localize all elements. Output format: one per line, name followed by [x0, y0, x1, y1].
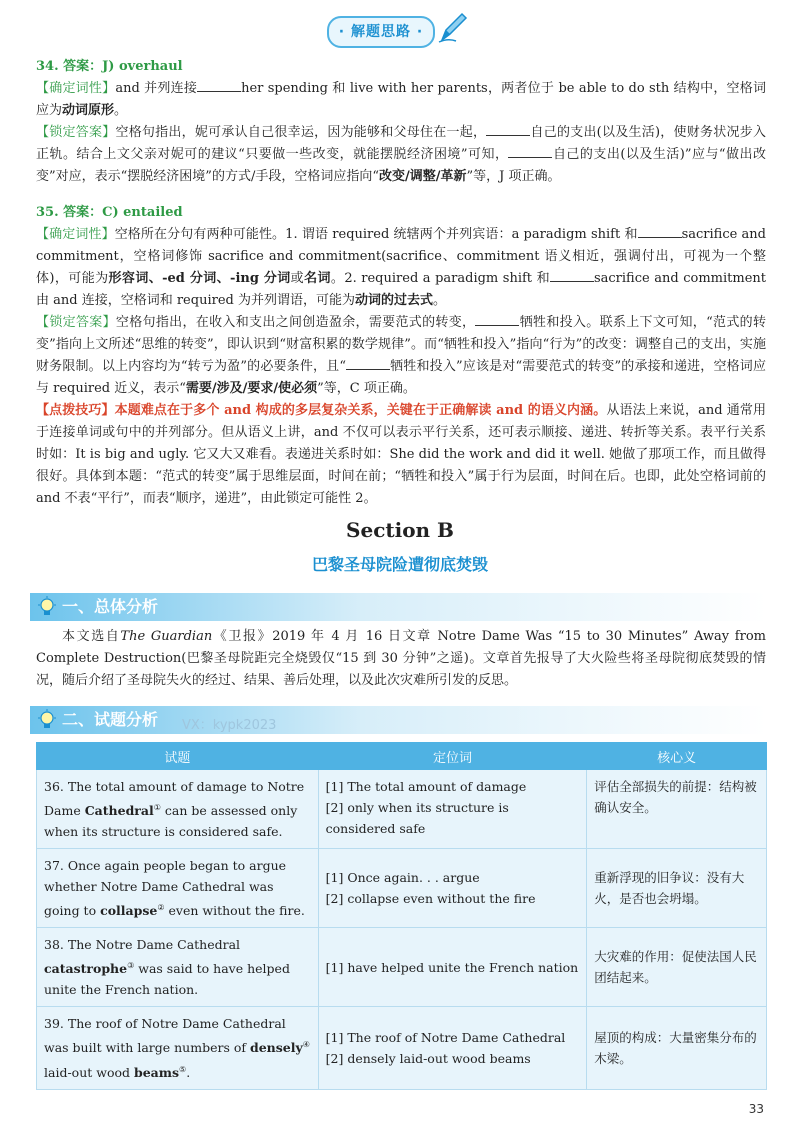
- text: sacrifice and commitment，空格词修饰 sacrifice and commitment(sacrifice、commitment 语义相近，强调付出，可视为一个整体)，可能为: [36, 227, 766, 286]
- tag-pos: 【确定词性】: [36, 81, 116, 96]
- text: 牺牲和投入。联系上下文可知，“范式的转变”指向上文所述“思维的转变”，即认识到“财富积累的数学规律”。而“牺牲和投入”指向“行为”的改变：调整自己的支出，实施财务限制。以上内容均为“转亏为盈”的必要条件，且“: [36, 315, 766, 374]
- answer-35-lock: [36, 312, 766, 400]
- core-cell: 评估全部损失的前提：结构被确认安全。: [587, 770, 767, 849]
- text: ”等，C 项正确。: [317, 381, 416, 396]
- question-cell: [37, 770, 319, 849]
- bold-text: 需要/涉及/要求/使必须: [185, 381, 318, 396]
- blank-line: [475, 313, 519, 326]
- section-title: Section B: [346, 518, 454, 542]
- text: 。: [114, 103, 128, 118]
- text: 空格句指出，妮可承认自己很幸运，因为能够和父母住在一起，: [115, 125, 487, 140]
- question-cell: [37, 1007, 319, 1089]
- text: her spending 和 live with her parents，两者位于 be able to do sth 结构中，空格词应为: [36, 81, 766, 118]
- col-header-locator: 定位词: [318, 743, 587, 770]
- text: 自己的支出(以及生活)”应与“做出改变”对应，表示“摆脱经济困境”的方式/手段，空格词应指向“: [36, 147, 767, 184]
- col-header-core: 核心义: [587, 743, 767, 770]
- answer-34-title: 34. 答案：J) overhaul: [36, 59, 183, 74]
- blank-line: [486, 123, 530, 136]
- pen-icon: [436, 10, 470, 44]
- tag-lock: 【锁定答案】: [36, 315, 116, 330]
- locator-cell: [318, 1007, 587, 1089]
- table-row: [37, 928, 767, 1007]
- tag-lock: 【锁定答案】: [36, 125, 116, 140]
- locator-cell: [318, 849, 587, 928]
- answer-35-pos: [36, 224, 766, 312]
- blank-line: [346, 357, 390, 370]
- text: can be assessed only when its structure is considered safe.: [44, 803, 298, 840]
- bold-text: 动词的过去式: [354, 293, 433, 308]
- heading-question-analysis: [30, 706, 766, 734]
- core-cell: 屋顶的构成：大量密集分布的木梁。: [587, 1007, 767, 1089]
- locator-line: [2] collapse even without the fire: [325, 891, 536, 907]
- blank-line: [638, 225, 682, 238]
- text: 自己的支出(以及生活)，使财务状况步入正轨。结合上文父亲对妮可的建议“只要做一些改变，就能摆脱经济困境”可知，: [36, 125, 766, 162]
- text: sacrifice and commitment 由 and 连接，空格词和 required 为并列谓语，可能为: [36, 271, 766, 308]
- keyword: beams: [133, 1064, 180, 1080]
- answer-34: [36, 56, 766, 188]
- locator-line: [1] have helped unite the French nation: [325, 959, 579, 975]
- text: 。: [432, 293, 446, 308]
- text: even without the fire.: [164, 903, 305, 919]
- locator-line: [2] only when its structure is considered safe: [325, 800, 509, 836]
- table-header-row: [37, 743, 767, 770]
- text: 《卫报》2019 年 4 月 16 日文章 Notre Dame Was “15 to 30 Minutes” Away from Complete Destruction(巴黎圣母院距完全烧毁仅“15 到 30 分钟”之遥)。文章首先报导了大火险些将圣母院彻底焚毁的情况，随后介绍了圣母院失火的经过、结果、善后处理，以及此次灾难所引发的反思。: [36, 629, 766, 688]
- text: 或: [290, 271, 305, 286]
- analysis-table: [36, 742, 767, 1090]
- bold-text: 改变/调整/革新: [378, 169, 467, 184]
- locator-line: [1] The total amount of damage: [325, 779, 527, 794]
- keyword: Cathedral: [84, 803, 154, 819]
- text: 。2. required a paradigm shift 和: [330, 271, 550, 286]
- text: 本文选自: [62, 629, 121, 644]
- text: 空格句指出，在收入和支出之间创造盈余，需要范式的转变，: [115, 315, 476, 330]
- answer-35-title: 35. 答案：C) entailed: [36, 205, 183, 220]
- table-row: [37, 770, 767, 849]
- text: ”等，J 项正确。: [466, 169, 561, 184]
- blank-line: [197, 79, 241, 92]
- text: .: [186, 1064, 191, 1080]
- locator-line: [1] The roof of Notre Dame Cathedral: [325, 1030, 566, 1046]
- locator-line: [2] densely laid-out wood beams: [325, 1051, 531, 1067]
- source-title: The Guardian: [120, 629, 213, 644]
- lightbulb-icon: [36, 596, 58, 618]
- footnote-mark: ①: [153, 803, 161, 812]
- text: laid-out wood: [44, 1064, 134, 1080]
- bold-text: 名词: [304, 271, 331, 286]
- footnote-mark: ⑤: [179, 1064, 187, 1074]
- text: 38. The Notre Dame Cathedral: [44, 937, 241, 953]
- heading-label: 二、试题分析: [62, 710, 159, 729]
- section-banner: · 解题思路 ·: [327, 16, 435, 48]
- keyword: collapse: [100, 903, 158, 919]
- tag-tip: 【点拨技巧】: [36, 403, 115, 418]
- heading-label: 一、总体分析: [62, 597, 159, 616]
- core-cell: 大灾难的作用：促使法国人民团结起来。: [587, 928, 767, 1007]
- bold-text: 形容词、-ed 分词、-ing 分词: [108, 271, 291, 286]
- tag-pos: 【确定词性】: [36, 227, 115, 242]
- text: was said to have helped unite the French nation.: [44, 961, 290, 998]
- locator-cell: [318, 770, 587, 849]
- table-row: [37, 1007, 767, 1089]
- overall-analysis-text: [36, 626, 766, 692]
- col-header-question: 试题: [37, 743, 319, 770]
- heading-overall-analysis: [30, 593, 766, 621]
- lightbulb-icon: [36, 709, 58, 731]
- answer-34-lock: [36, 122, 766, 188]
- core-cell: 重新浮现的旧争议：没有大火，是否也会坍塌。: [587, 849, 767, 928]
- footnote-mark: ④: [302, 1040, 310, 1050]
- text: 空格所在分句有两种可能性。1. 谓语 required 统辖两个并列宾语：a paradigm shift 和: [114, 227, 638, 242]
- answer-35-tip: [36, 400, 766, 510]
- text: and 并列连接: [115, 81, 198, 96]
- keyword: densely: [249, 1040, 303, 1056]
- text: 牺牲和投入”应该是对“需要范式的转变”的承接和递进，空格词应与 required 近义，表示“: [36, 359, 766, 396]
- answer-34-pos: [36, 78, 766, 122]
- question-cell: [37, 849, 319, 928]
- footnote-mark: ②: [157, 903, 165, 913]
- answer-35: [36, 202, 766, 510]
- table-row: [37, 849, 767, 928]
- text: 37. Once again people began to argue whether Notre Dame Cathedral was going to: [44, 858, 287, 919]
- text: 从语法上来说，and 通常用于连接单词或句中的并列部分。但从语义上讲，and 不仅可以表示平行关系，还可表示顺接、递进、转折等关系。表平行关系时如：It is big and ugly. 它又大又难看。表递进关系时如：She did the work and did it well. 她做了那项工作，而且做得很好。具体到本题：“范式的转变”属于思维层面，时间在前；“牺牲和投入”属于行为层面，时间在后。也即，此处空格词前的 and 不表“平行”，而表“顺序，递进”，由此锁定可能性 2。: [36, 403, 766, 506]
- tip-highlight: 本题难点在于多个 and 构成的多层复杂关系，关键在于正确解读 and 的语义内涵。: [114, 403, 607, 418]
- text: 39. The roof of Notre Dame Cathedral was built with large numbers of: [44, 1016, 286, 1056]
- keyword: catastrophe: [44, 961, 128, 977]
- blank-line: [550, 269, 594, 282]
- locator-cell: [318, 928, 587, 1007]
- question-cell: [37, 928, 319, 1007]
- blank-line: [508, 145, 552, 158]
- section-subtitle: 巴黎圣母院险遭彻底焚毁: [311, 555, 488, 574]
- bold-text: 动词原形: [62, 103, 115, 118]
- text: 36. The total amount of damage to Notre Dame: [44, 779, 305, 819]
- watermark: VX：kypk2023: [182, 718, 277, 733]
- page-number: 33: [748, 1102, 764, 1116]
- locator-line: [1] Once again. . . argue: [325, 870, 480, 886]
- footnote-mark: ③: [127, 961, 135, 971]
